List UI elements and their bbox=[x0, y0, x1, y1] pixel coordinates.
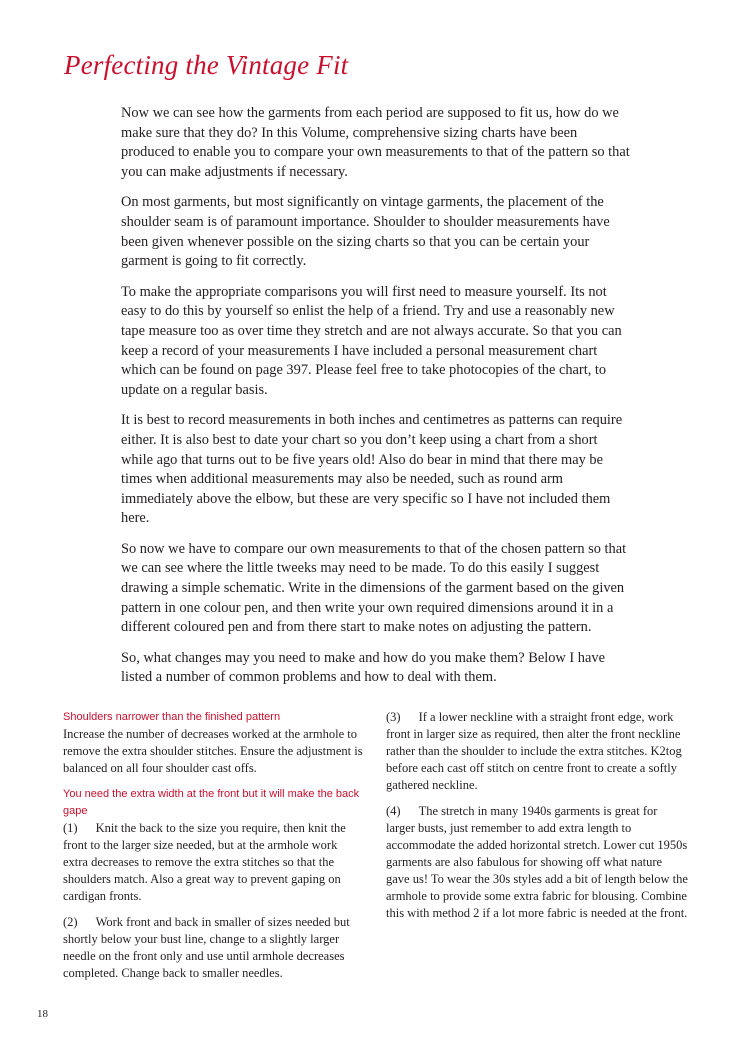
page-number: 18 bbox=[37, 1008, 48, 1020]
method-item bbox=[386, 709, 688, 794]
method-number: (4) bbox=[386, 804, 401, 818]
method-text: Knit the back to the size you require, then knit the front to the larger size needed, but at the armhole work extra decreases to remove the extra stitches so that the shoulders match. Also a great way to prevent gaping on cardigan fronts. bbox=[63, 821, 346, 903]
method-number: (1) bbox=[63, 821, 78, 835]
intro-paragraph: Now we can see how the garments from each period are supposed to fit us, how do we make sure that they do? In this Volume, comprehensive sizing charts have been produced to enable you to compare your own measurements to that of the pattern so that you can make adjustments if necessary. bbox=[121, 105, 630, 180]
method-text: If a lower neckline with a straight front edge, work front in larger size as required, then alter the front neckline rather than the shoulder to include the extra stitches. K2tog before each cast off stitch on centre front to create a softly gathered neckline. bbox=[386, 710, 682, 792]
intro-paragraph: To make the appropriate comparisons you will first need to measure yourself. Its not easy to do this by yourself so enlist the help of a friend. Try and use a reasonably new tape measure too as over time they stretch and are not always accurate. So that you can keep a record of your measurements I have included a personal measurement chart which can be found on page 397. Please feel free to take photocopies of the chart, to update on a regular basis. bbox=[121, 283, 622, 398]
section-heading-shoulders: Shoulders narrower than the finished pattern bbox=[63, 711, 281, 723]
section-body-shoulders: Increase the number of decreases worked at the armhole to remove the extra shoulder stitches. Ensure the adjustment is balanced on all four shoulder cast offs. bbox=[63, 727, 363, 775]
intro-paragraph: So, what changes may you need to make and how do you make them? Below I have listed a number of common problems and how to deal with them. bbox=[121, 649, 605, 686]
intro-text bbox=[121, 104, 631, 699]
method-item bbox=[63, 914, 365, 982]
method-number: (2) bbox=[63, 915, 78, 929]
section-heading-front-width: You need the extra width at the front but it will make the back gape bbox=[63, 788, 360, 817]
intro-paragraph: So now we have to compare our own measurements to that of the chosen pattern so that we can see where the little tweeks may need to be made. To do this easily I suggest drawing a simple schematic. Write in the dimensions of the garment based on the given pattern in one colour pen, and then write your own required dimensions around it in a different coloured pen and from there start to make notes on adjusting the pattern. bbox=[121, 540, 627, 636]
method-text: The stretch in many 1940s garments is great for larger busts, just remember to add extra length to accommodate the added horizontal stretch. Lower cut 1950s garments are also fabulous for showing off what nature gave us! To wear the 30s styles add a bit of length below the armhole to provide some extra fabric for blousing. Combine this with method 2 if a lot more fabric is needed at the front. bbox=[386, 804, 688, 920]
right-column bbox=[386, 709, 688, 931]
intro-paragraph: It is best to record measurements in both inches and centimetres as patterns can require either. It is also best to date your chart so you don’t keep using a chart from a short while ago that turns out to be five years old! Also do bear in mind that there may be times when additional measurements may also be needed, such as round arm immediately above the elbow, but these are very specific so I have not included them here. bbox=[121, 412, 623, 527]
method-item bbox=[386, 803, 688, 922]
left-column bbox=[63, 709, 365, 991]
method-number: (3) bbox=[386, 710, 401, 724]
page-title: Perfecting the Vintage Fit bbox=[64, 50, 349, 80]
method-text: Work front and back in smaller of sizes needed but shortly below your bust line, change to a slightly larger needle on the front only and use until armhole decreases completed. Change back to smaller needles. bbox=[63, 915, 350, 980]
intro-paragraph: On most garments, but most significantly on vintage garments, the placement of the shoulder seam is of paramount importance. Shoulder to shoulder measurements have been given whenever possible on the sizing charts so that you can be certain your garment is going to fit correctly. bbox=[121, 194, 610, 270]
method-item bbox=[63, 820, 365, 905]
